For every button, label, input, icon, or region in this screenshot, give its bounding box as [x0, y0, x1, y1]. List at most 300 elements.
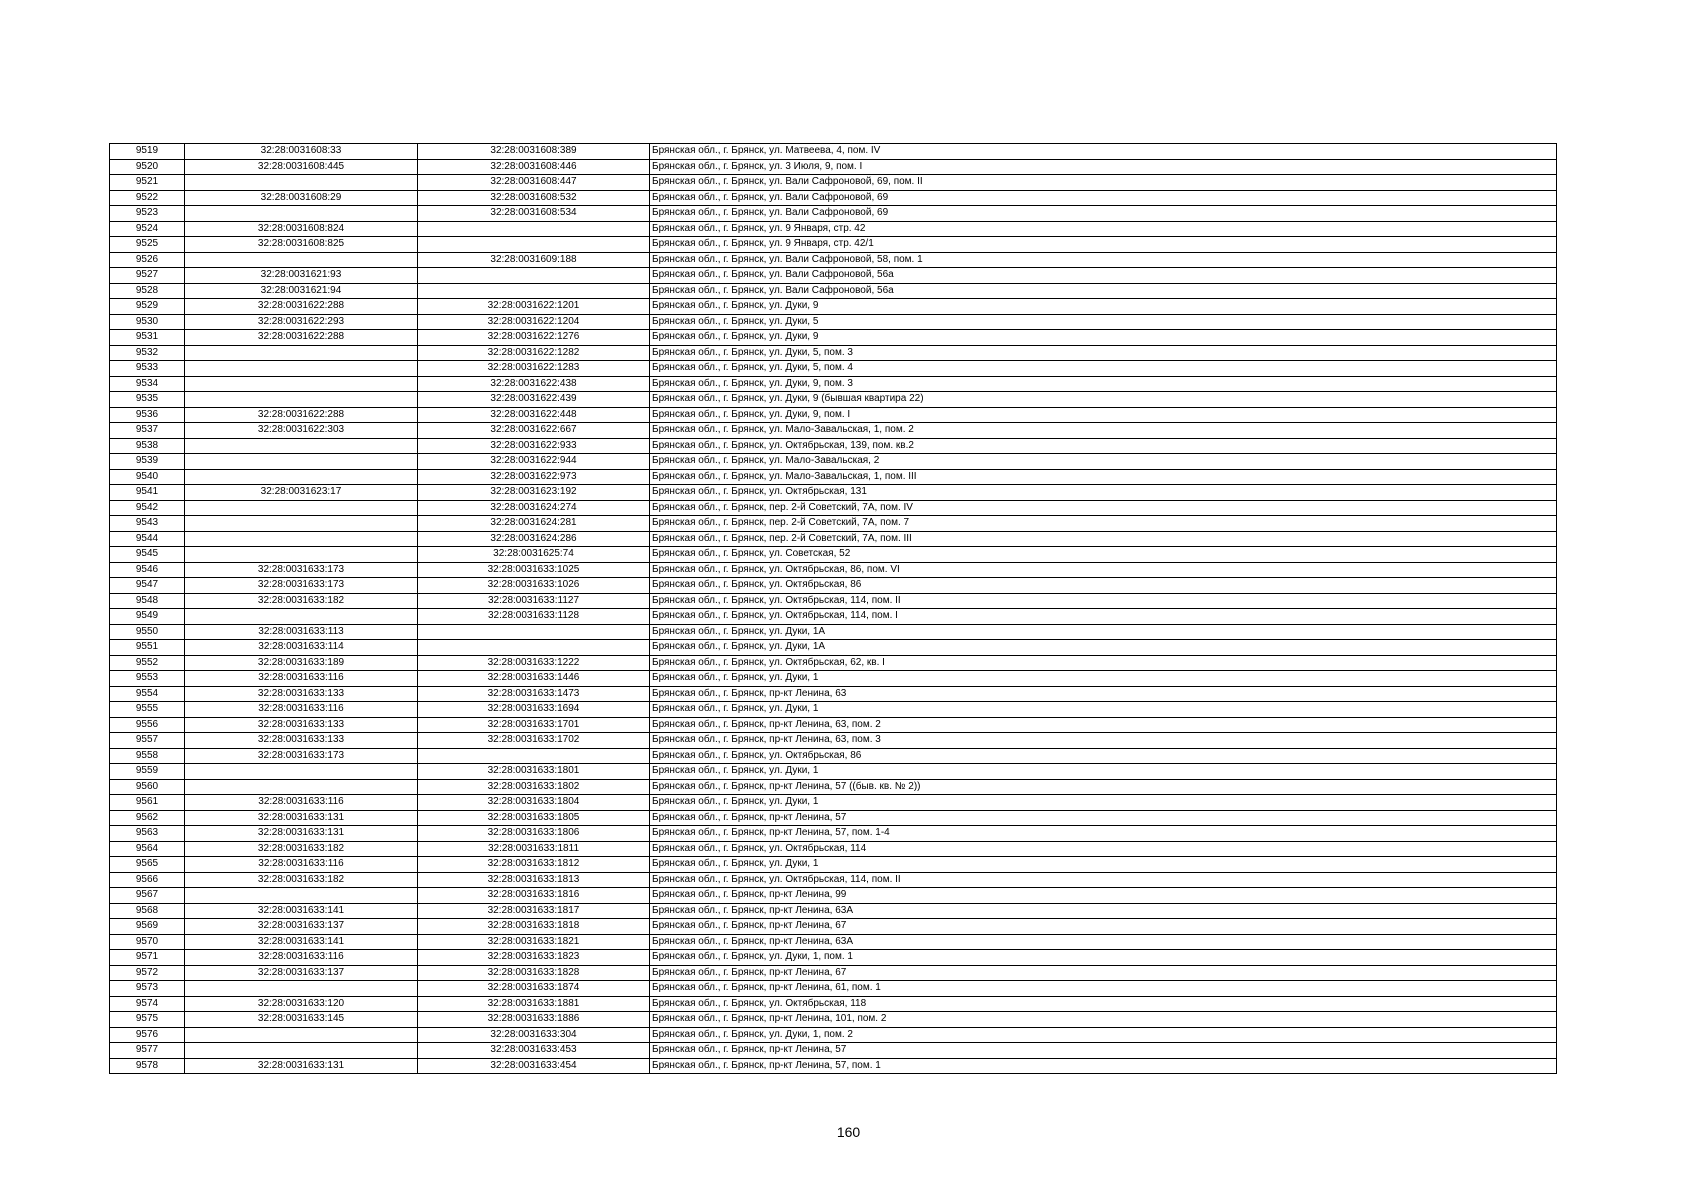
land-cadastral-number-cell [185, 1027, 418, 1043]
land-cadastral-number-cell: 32:28:0031633:145 [185, 1012, 418, 1028]
table-row [110, 376, 1557, 392]
table-row [110, 903, 1557, 919]
table-row [110, 1058, 1557, 1074]
address-cell: Брянская обл., г. Брянск, ул. 9 Января, стр. 42/1 [650, 237, 1557, 253]
object-cadastral-number-cell: 32:28:0031622:439 [418, 392, 650, 408]
address-cell: Брянская обл., г. Брянск, пр-кт Ленина, 99 [650, 888, 1557, 904]
row-number-cell: 9573 [110, 981, 185, 997]
row-number-cell: 9558 [110, 748, 185, 764]
object-cadastral-number-cell: 32:28:0031633:1222 [418, 655, 650, 671]
land-cadastral-number-cell: 32:28:0031633:116 [185, 857, 418, 873]
row-number-cell: 9549 [110, 609, 185, 625]
row-number-cell: 9542 [110, 500, 185, 516]
row-number-cell: 9520 [110, 159, 185, 175]
land-cadastral-number-cell [185, 764, 418, 780]
row-number-cell: 9532 [110, 345, 185, 361]
row-number-cell: 9557 [110, 733, 185, 749]
object-cadastral-number-cell: 32:28:0031633:1811 [418, 841, 650, 857]
table-row [110, 500, 1557, 516]
row-number-cell: 9524 [110, 221, 185, 237]
row-number-cell: 9519 [110, 144, 185, 160]
table-row [110, 392, 1557, 408]
table-row [110, 485, 1557, 501]
row-number-cell: 9527 [110, 268, 185, 284]
address-cell: Брянская обл., г. Брянск, ул. Дуки, 1 [650, 857, 1557, 873]
land-cadastral-number-cell: 32:28:0031633:141 [185, 934, 418, 950]
address-cell: Брянская обл., г. Брянск, ул. Октябрьская, 139, пом. кв.2 [650, 438, 1557, 454]
table-row [110, 190, 1557, 206]
object-cadastral-number-cell: 32:28:0031633:454 [418, 1058, 650, 1074]
table-row [110, 686, 1557, 702]
land-cadastral-number-cell: 32:28:0031622:288 [185, 407, 418, 423]
address-cell: Брянская обл., г. Брянск, пр-кт Ленина, 57 [650, 1043, 1557, 1059]
address-cell: Брянская обл., г. Брянск, ул. Октябрьская, 114, пом. II [650, 872, 1557, 888]
object-cadastral-number-cell: 32:28:0031633:1802 [418, 779, 650, 795]
row-number-cell: 9534 [110, 376, 185, 392]
object-cadastral-number-cell: 32:28:0031622:667 [418, 423, 650, 439]
table-row [110, 206, 1557, 222]
address-cell: Брянская обл., г. Брянск, ул. Вали Сафроновой, 69, пом. II [650, 175, 1557, 191]
address-cell: Брянская обл., г. Брянск, пр-кт Ленина, 63А [650, 903, 1557, 919]
row-number-cell: 9550 [110, 624, 185, 640]
land-cadastral-number-cell: 32:28:0031608:29 [185, 190, 418, 206]
address-cell: Брянская обл., г. Брянск, ул. Дуки, 1, пом. 2 [650, 1027, 1557, 1043]
land-cadastral-number-cell: 32:28:0031633:173 [185, 578, 418, 594]
address-cell: Брянская обл., г. Брянск, ул. Дуки, 1 [650, 764, 1557, 780]
object-cadastral-number-cell: 32:28:0031625:74 [418, 547, 650, 563]
row-number-cell: 9522 [110, 190, 185, 206]
address-cell: Брянская обл., г. Брянск, пер. 2-й Советский, 7А, пом. IV [650, 500, 1557, 516]
object-cadastral-number-cell: 32:28:0031633:304 [418, 1027, 650, 1043]
row-number-cell: 9564 [110, 841, 185, 857]
object-cadastral-number-cell: 32:28:0031633:1473 [418, 686, 650, 702]
land-cadastral-number-cell: 32:28:0031633:113 [185, 624, 418, 640]
land-cadastral-number-cell: 32:28:0031633:173 [185, 562, 418, 578]
object-cadastral-number-cell: 32:28:0031633:1816 [418, 888, 650, 904]
table-row [110, 144, 1557, 160]
object-cadastral-number-cell: 32:28:0031633:1804 [418, 795, 650, 811]
row-number-cell: 9568 [110, 903, 185, 919]
row-number-cell: 9540 [110, 469, 185, 485]
address-cell: Брянская обл., г. Брянск, ул. 3 Июля, 9, пом. I [650, 159, 1557, 175]
land-cadastral-number-cell: 32:28:0031622:293 [185, 314, 418, 330]
object-cadastral-number-cell: 32:28:0031633:1446 [418, 671, 650, 687]
table-row [110, 888, 1557, 904]
address-cell: Брянская обл., г. Брянск, ул. Мало-Завальская, 1, пом. III [650, 469, 1557, 485]
row-number-cell: 9551 [110, 640, 185, 656]
row-number-cell: 9570 [110, 934, 185, 950]
table-row [110, 950, 1557, 966]
row-number-cell: 9578 [110, 1058, 185, 1074]
land-cadastral-number-cell [185, 469, 418, 485]
row-number-cell: 9555 [110, 702, 185, 718]
object-cadastral-number-cell: 32:28:0031633:1886 [418, 1012, 650, 1028]
object-cadastral-number-cell: 32:28:0031608:446 [418, 159, 650, 175]
object-cadastral-number-cell: 32:28:0031622:1276 [418, 330, 650, 346]
object-cadastral-number-cell: 32:28:0031608:389 [418, 144, 650, 160]
object-cadastral-number-cell: 32:28:0031608:532 [418, 190, 650, 206]
land-cadastral-number-cell [185, 392, 418, 408]
land-cadastral-number-cell: 32:28:0031633:131 [185, 810, 418, 826]
row-number-cell: 9565 [110, 857, 185, 873]
object-cadastral-number-cell: 32:28:0031633:1702 [418, 733, 650, 749]
row-number-cell: 9547 [110, 578, 185, 594]
address-cell: Брянская обл., г. Брянск, пр-кт Ленина, 63А [650, 934, 1557, 950]
table-row [110, 407, 1557, 423]
address-cell: Брянская обл., г. Брянск, пр-кт Ленина, 63 [650, 686, 1557, 702]
row-number-cell: 9577 [110, 1043, 185, 1059]
row-number-cell: 9552 [110, 655, 185, 671]
address-cell: Брянская обл., г. Брянск, ул. Вали Сафроновой, 56а [650, 268, 1557, 284]
table-row [110, 547, 1557, 563]
object-cadastral-number-cell: 32:28:0031633:1874 [418, 981, 650, 997]
object-cadastral-number-cell: 32:28:0031622:973 [418, 469, 650, 485]
land-cadastral-number-cell [185, 547, 418, 563]
row-number-cell: 9569 [110, 919, 185, 935]
table-row [110, 516, 1557, 532]
land-cadastral-number-cell: 32:28:0031608:33 [185, 144, 418, 160]
table-row [110, 531, 1557, 547]
row-number-cell: 9567 [110, 888, 185, 904]
row-number-cell: 9528 [110, 283, 185, 299]
table-row [110, 593, 1557, 609]
address-cell: Брянская обл., г. Брянск, пр-кт Ленина, 57 ((быв. кв. № 2)) [650, 779, 1557, 795]
object-cadastral-number-cell: 32:28:0031622:1282 [418, 345, 650, 361]
object-cadastral-number-cell [418, 221, 650, 237]
table-row [110, 361, 1557, 377]
land-cadastral-number-cell: 32:28:0031633:133 [185, 686, 418, 702]
address-cell: Брянская обл., г. Брянск, ул. Дуки, 5 [650, 314, 1557, 330]
address-cell: Брянская обл., г. Брянск, ул. Мало-Завальская, 2 [650, 454, 1557, 470]
object-cadastral-number-cell: 32:28:0031633:1821 [418, 934, 650, 950]
land-cadastral-number-cell: 32:28:0031622:288 [185, 330, 418, 346]
address-cell: Брянская обл., г. Брянск, ул. Дуки, 1 [650, 702, 1557, 718]
address-cell: Брянская обл., г. Брянск, ул. Октябрьская, 62, кв. I [650, 655, 1557, 671]
object-cadastral-number-cell: 32:28:0031633:1813 [418, 872, 650, 888]
table-row [110, 175, 1557, 191]
table-row [110, 314, 1557, 330]
table-row [110, 283, 1557, 299]
address-cell: Брянская обл., г. Брянск, ул. Дуки, 9 [650, 330, 1557, 346]
address-cell: Брянская обл., г. Брянск, ул. Дуки, 1 [650, 671, 1557, 687]
object-cadastral-number-cell: 32:28:0031633:1806 [418, 826, 650, 842]
object-cadastral-number-cell: 32:28:0031633:453 [418, 1043, 650, 1059]
land-cadastral-number-cell [185, 531, 418, 547]
land-cadastral-number-cell: 32:28:0031622:288 [185, 299, 418, 315]
land-cadastral-number-cell: 32:28:0031633:137 [185, 919, 418, 935]
address-cell: Брянская обл., г. Брянск, ул. Октябрьская, 114, пом. I [650, 609, 1557, 625]
table-row [110, 1043, 1557, 1059]
table-row [110, 330, 1557, 346]
row-number-cell: 9571 [110, 950, 185, 966]
object-cadastral-number-cell [418, 640, 650, 656]
object-cadastral-number-cell: 32:28:0031633:1812 [418, 857, 650, 873]
row-number-cell: 9574 [110, 996, 185, 1012]
address-cell: Брянская обл., г. Брянск, ул. Дуки, 5, пом. 4 [650, 361, 1557, 377]
row-number-cell: 9525 [110, 237, 185, 253]
address-cell: Брянская обл., г. Брянск, ул. Октябрьская, 86, пом. VI [650, 562, 1557, 578]
address-cell: Брянская обл., г. Брянск, ул. Октябрьская, 131 [650, 485, 1557, 501]
row-number-cell: 9554 [110, 686, 185, 702]
table-row [110, 981, 1557, 997]
object-cadastral-number-cell [418, 748, 650, 764]
row-number-cell: 9529 [110, 299, 185, 315]
land-cadastral-number-cell: 32:28:0031633:116 [185, 950, 418, 966]
land-cadastral-number-cell: 32:28:0031633:133 [185, 733, 418, 749]
object-cadastral-number-cell: 32:28:0031624:274 [418, 500, 650, 516]
address-cell: Брянская обл., г. Брянск, ул. Октябрьская, 114, пом. II [650, 593, 1557, 609]
object-cadastral-number-cell: 32:28:0031633:1128 [418, 609, 650, 625]
object-cadastral-number-cell: 32:28:0031609:188 [418, 252, 650, 268]
land-cadastral-number-cell: 32:28:0031621:94 [185, 283, 418, 299]
address-cell: Брянская обл., г. Брянск, пр-кт Ленина, 101, пом. 2 [650, 1012, 1557, 1028]
object-cadastral-number-cell: 32:28:0031622:933 [418, 438, 650, 454]
address-cell: Брянская обл., г. Брянск, ул. Дуки, 1, пом. 1 [650, 950, 1557, 966]
address-cell: Брянская обл., г. Брянск, ул. 9 Января, стр. 42 [650, 221, 1557, 237]
row-number-cell: 9545 [110, 547, 185, 563]
table-row [110, 996, 1557, 1012]
land-cadastral-number-cell [185, 438, 418, 454]
object-cadastral-number-cell: 32:28:0031633:1823 [418, 950, 650, 966]
object-cadastral-number-cell [418, 624, 650, 640]
land-cadastral-number-cell: 32:28:0031633:182 [185, 593, 418, 609]
table-row [110, 655, 1557, 671]
object-cadastral-number-cell: 32:28:0031633:1817 [418, 903, 650, 919]
row-number-cell: 9562 [110, 810, 185, 826]
address-cell: Брянская обл., г. Брянск, ул. Дуки, 1 [650, 795, 1557, 811]
land-cadastral-number-cell: 32:28:0031633:189 [185, 655, 418, 671]
address-cell: Брянская обл., г. Брянск, ул. Советская, 52 [650, 547, 1557, 563]
row-number-cell: 9561 [110, 795, 185, 811]
row-number-cell: 9530 [110, 314, 185, 330]
page-number: 160 [836, 1124, 861, 1140]
table-row [110, 841, 1557, 857]
object-cadastral-number-cell [418, 237, 650, 253]
table-row [110, 702, 1557, 718]
address-cell: Брянская обл., г. Брянск, пр-кт Ленина, 57 [650, 810, 1557, 826]
land-cadastral-number-cell: 32:28:0031623:17 [185, 485, 418, 501]
table-row [110, 624, 1557, 640]
row-number-cell: 9575 [110, 1012, 185, 1028]
registry-table [109, 143, 1557, 1074]
table-row [110, 717, 1557, 733]
table-row [110, 872, 1557, 888]
address-cell: Брянская обл., г. Брянск, пер. 2-й Советский, 7А, пом. III [650, 531, 1557, 547]
object-cadastral-number-cell: 32:28:0031633:1694 [418, 702, 650, 718]
land-cadastral-number-cell [185, 361, 418, 377]
table-row [110, 671, 1557, 687]
address-cell: Брянская обл., г. Брянск, ул. Мало-Завальская, 1, пом. 2 [650, 423, 1557, 439]
row-number-cell: 9559 [110, 764, 185, 780]
object-cadastral-number-cell: 32:28:0031633:1801 [418, 764, 650, 780]
object-cadastral-number-cell: 32:28:0031622:1204 [418, 314, 650, 330]
object-cadastral-number-cell: 32:28:0031624:281 [418, 516, 650, 532]
row-number-cell: 9560 [110, 779, 185, 795]
row-number-cell: 9537 [110, 423, 185, 439]
row-number-cell: 9535 [110, 392, 185, 408]
table-row [110, 857, 1557, 873]
table-row [110, 438, 1557, 454]
table-row [110, 826, 1557, 842]
table-row [110, 159, 1557, 175]
land-cadastral-number-cell: 32:28:0031633:114 [185, 640, 418, 656]
address-cell: Брянская обл., г. Брянск, ул. Матвеева, 4, пом. IV [650, 144, 1557, 160]
table-row [110, 733, 1557, 749]
address-cell: Брянская обл., г. Брянск, пр-кт Ленина, 67 [650, 919, 1557, 935]
address-cell: Брянская обл., г. Брянск, ул. Дуки, 9, пом. I [650, 407, 1557, 423]
object-cadastral-number-cell: 32:28:0031633:1127 [418, 593, 650, 609]
object-cadastral-number-cell: 32:28:0031622:448 [418, 407, 650, 423]
table-row [110, 965, 1557, 981]
object-cadastral-number-cell: 32:28:0031633:1026 [418, 578, 650, 594]
land-cadastral-number-cell [185, 500, 418, 516]
land-cadastral-number-cell: 32:28:0031633:137 [185, 965, 418, 981]
address-cell: Брянская обл., г. Брянск, ул. Дуки, 1А [650, 624, 1557, 640]
object-cadastral-number-cell: 32:28:0031633:1881 [418, 996, 650, 1012]
table-row [110, 578, 1557, 594]
address-cell: Брянская обл., г. Брянск, пр-кт Ленина, 57, пом. 1-4 [650, 826, 1557, 842]
address-cell: Брянская обл., г. Брянск, ул. Вали Сафроновой, 69 [650, 190, 1557, 206]
land-cadastral-number-cell [185, 516, 418, 532]
object-cadastral-number-cell: 32:28:0031633:1701 [418, 717, 650, 733]
row-number-cell: 9541 [110, 485, 185, 501]
object-cadastral-number-cell: 32:28:0031622:1283 [418, 361, 650, 377]
land-cadastral-number-cell: 32:28:0031622:303 [185, 423, 418, 439]
land-cadastral-number-cell: 32:28:0031633:182 [185, 872, 418, 888]
land-cadastral-number-cell: 32:28:0031621:93 [185, 268, 418, 284]
object-cadastral-number-cell: 32:28:0031622:438 [418, 376, 650, 392]
land-cadastral-number-cell [185, 175, 418, 191]
row-number-cell: 9526 [110, 252, 185, 268]
land-cadastral-number-cell [185, 609, 418, 625]
table-row [110, 345, 1557, 361]
table-row [110, 423, 1557, 439]
table-row [110, 237, 1557, 253]
table-row [110, 779, 1557, 795]
row-number-cell: 9572 [110, 965, 185, 981]
table-row [110, 1012, 1557, 1028]
object-cadastral-number-cell: 32:28:0031633:1818 [418, 919, 650, 935]
table-row [110, 299, 1557, 315]
land-cadastral-number-cell: 32:28:0031633:116 [185, 702, 418, 718]
address-cell: Брянская обл., г. Брянск, пр-кт Ленина, 63, пом. 2 [650, 717, 1557, 733]
land-cadastral-number-cell: 32:28:0031633:141 [185, 903, 418, 919]
address-cell: Брянская обл., г. Брянск, ул. Вали Сафроновой, 58, пом. 1 [650, 252, 1557, 268]
table-row [110, 268, 1557, 284]
table-row [110, 252, 1557, 268]
land-cadastral-number-cell [185, 252, 418, 268]
address-cell: Брянская обл., г. Брянск, ул. Вали Сафроновой, 69 [650, 206, 1557, 222]
object-cadastral-number-cell: 32:28:0031608:447 [418, 175, 650, 191]
row-number-cell: 9523 [110, 206, 185, 222]
table-row [110, 748, 1557, 764]
land-cadastral-number-cell: 32:28:0031608:825 [185, 237, 418, 253]
row-number-cell: 9533 [110, 361, 185, 377]
land-cadastral-number-cell: 32:28:0031633:173 [185, 748, 418, 764]
table-row [110, 1027, 1557, 1043]
row-number-cell: 9521 [110, 175, 185, 191]
address-cell: Брянская обл., г. Брянск, ул. Октябрьская, 86 [650, 578, 1557, 594]
row-number-cell: 9548 [110, 593, 185, 609]
object-cadastral-number-cell: 32:28:0031623:192 [418, 485, 650, 501]
address-cell: Брянская обл., г. Брянск, пр-кт Ленина, 67 [650, 965, 1557, 981]
object-cadastral-number-cell: 32:28:0031608:534 [418, 206, 650, 222]
row-number-cell: 9536 [110, 407, 185, 423]
land-cadastral-number-cell [185, 981, 418, 997]
table-row [110, 454, 1557, 470]
object-cadastral-number-cell [418, 268, 650, 284]
land-cadastral-number-cell: 32:28:0031633:120 [185, 996, 418, 1012]
address-cell: Брянская обл., г. Брянск, пер. 2-й Советский, 7А, пом. 7 [650, 516, 1557, 532]
address-cell: Брянская обл., г. Брянск, пр-кт Ленина, 63, пом. 3 [650, 733, 1557, 749]
row-number-cell: 9539 [110, 454, 185, 470]
land-cadastral-number-cell [185, 376, 418, 392]
land-cadastral-number-cell: 32:28:0031633:133 [185, 717, 418, 733]
table-row [110, 934, 1557, 950]
table-row [110, 795, 1557, 811]
land-cadastral-number-cell [185, 454, 418, 470]
row-number-cell: 9556 [110, 717, 185, 733]
object-cadastral-number-cell: 32:28:0031622:944 [418, 454, 650, 470]
row-number-cell: 9544 [110, 531, 185, 547]
land-cadastral-number-cell [185, 345, 418, 361]
table-row [110, 562, 1557, 578]
registry-table-body [110, 144, 1557, 1074]
object-cadastral-number-cell [418, 283, 650, 299]
address-cell: Брянская обл., г. Брянск, пр-кт Ленина, 61, пом. 1 [650, 981, 1557, 997]
row-number-cell: 9553 [110, 671, 185, 687]
row-number-cell: 9538 [110, 438, 185, 454]
object-cadastral-number-cell: 32:28:0031633:1828 [418, 965, 650, 981]
land-cadastral-number-cell: 32:28:0031633:131 [185, 1058, 418, 1074]
address-cell: Брянская обл., г. Брянск, ул. Октябрьская, 114 [650, 841, 1557, 857]
row-number-cell: 9563 [110, 826, 185, 842]
table-row [110, 919, 1557, 935]
object-cadastral-number-cell: 32:28:0031633:1805 [418, 810, 650, 826]
land-cadastral-number-cell: 32:28:0031633:131 [185, 826, 418, 842]
table-row [110, 609, 1557, 625]
row-number-cell: 9566 [110, 872, 185, 888]
land-cadastral-number-cell: 32:28:0031608:445 [185, 159, 418, 175]
land-cadastral-number-cell: 32:28:0031633:116 [185, 795, 418, 811]
land-cadastral-number-cell: 32:28:0031633:116 [185, 671, 418, 687]
address-cell: Брянская обл., г. Брянск, ул. Дуки, 9 (бывшая квартира 22) [650, 392, 1557, 408]
address-cell: Брянская обл., г. Брянск, ул. Дуки, 9 [650, 299, 1557, 315]
land-cadastral-number-cell [185, 1043, 418, 1059]
object-cadastral-number-cell: 32:28:0031622:1201 [418, 299, 650, 315]
address-cell: Брянская обл., г. Брянск, ул. Октябрьская, 118 [650, 996, 1557, 1012]
address-cell: Брянская обл., г. Брянск, ул. Дуки, 5, пом. 3 [650, 345, 1557, 361]
row-number-cell: 9543 [110, 516, 185, 532]
row-number-cell: 9576 [110, 1027, 185, 1043]
address-cell: Брянская обл., г. Брянск, ул. Дуки, 9, пом. 3 [650, 376, 1557, 392]
land-cadastral-number-cell [185, 779, 418, 795]
land-cadastral-number-cell [185, 888, 418, 904]
table-row [110, 640, 1557, 656]
address-cell: Брянская обл., г. Брянск, ул. Дуки, 1А [650, 640, 1557, 656]
land-cadastral-number-cell [185, 206, 418, 222]
address-cell: Брянская обл., г. Брянск, ул. Октябрьская, 86 [650, 748, 1557, 764]
land-cadastral-number-cell: 32:28:0031608:824 [185, 221, 418, 237]
row-number-cell: 9546 [110, 562, 185, 578]
object-cadastral-number-cell: 32:28:0031633:1025 [418, 562, 650, 578]
land-cadastral-number-cell: 32:28:0031633:182 [185, 841, 418, 857]
table-row [110, 810, 1557, 826]
object-cadastral-number-cell: 32:28:0031624:286 [418, 531, 650, 547]
table-row [110, 221, 1557, 237]
address-cell: Брянская обл., г. Брянск, ул. Вали Сафроновой, 56а [650, 283, 1557, 299]
row-number-cell: 9531 [110, 330, 185, 346]
